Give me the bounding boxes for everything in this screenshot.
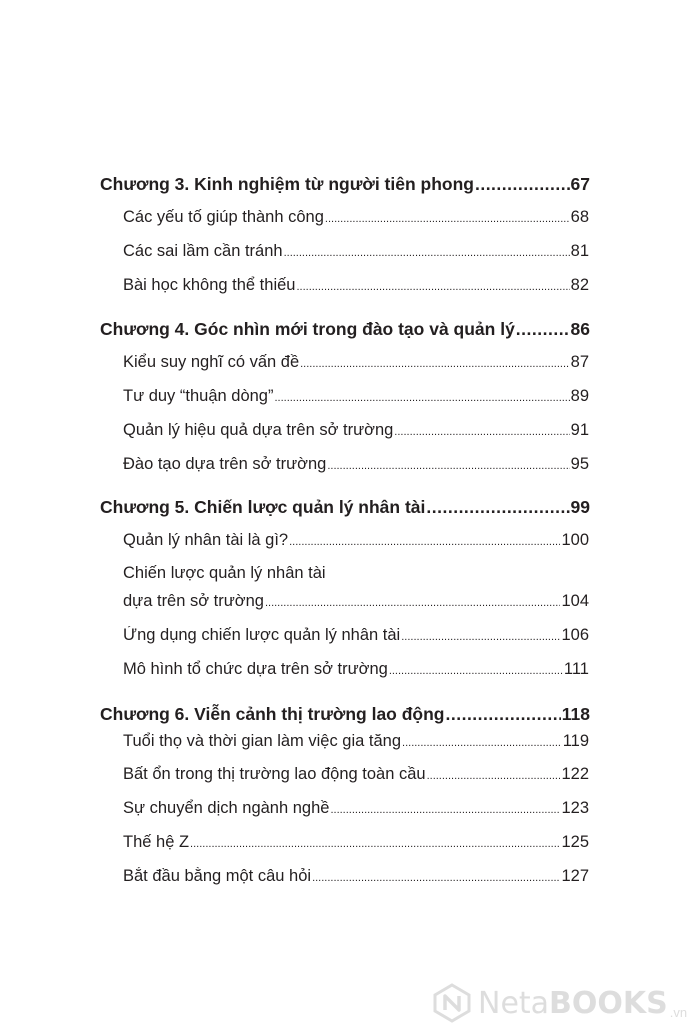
- toc-entry-label: Tuổi thọ và thời gian làm việc gia tăng: [123, 732, 402, 750]
- toc-page-number: 68: [570, 208, 589, 226]
- toc-entry[interactable]: [123, 660, 589, 679]
- toc-chapter-label: Chương 3. Kinh nghiệm từ người tiên phong: [100, 174, 474, 194]
- toc-entry-label: dựa trên sở trường: [123, 592, 264, 610]
- toc-entry[interactable]: [123, 208, 589, 227]
- toc-entry[interactable]: [123, 626, 589, 645]
- dot-leader: [446, 704, 561, 725]
- toc-entry[interactable]: [123, 867, 589, 886]
- toc-entry[interactable]: [123, 387, 589, 406]
- dot-leader: [265, 597, 561, 609]
- dot-leader: [274, 392, 569, 404]
- netabooks-watermark: [432, 978, 694, 1028]
- dot-leader: [427, 770, 561, 782]
- netabooks-logo-icon: [432, 983, 472, 1023]
- toc-entry-label: Quản lý hiệu quả dựa trên sở trường: [123, 421, 394, 439]
- watermark-suffix: .vn: [669, 1005, 688, 1020]
- toc-page-number: 99: [570, 497, 590, 517]
- toc-entry[interactable]: [123, 455, 589, 474]
- dot-leader: [325, 213, 570, 225]
- toc-chapter-4[interactable]: [100, 319, 590, 340]
- toc-chapter-label: Chương 5. Chiến lược quản lý nhân tài: [100, 497, 426, 517]
- toc-chapter-label: Chương 4. Góc nhìn mới trong đào tạo và quản lý: [100, 319, 515, 339]
- toc-page-number: 86: [570, 319, 590, 339]
- toc-entry-label: Mô hình tổ chức dựa trên sở trường: [123, 660, 388, 678]
- dot-leader: [289, 536, 560, 548]
- toc-page-number: 91: [570, 421, 589, 439]
- watermark-brand-a: Neta: [478, 985, 550, 1021]
- toc-entry-label: Bất ổn trong thị trường lao động toàn cầu: [123, 765, 426, 783]
- toc-page-number: 89: [570, 387, 589, 405]
- toc-chapter-6[interactable]: [100, 704, 590, 725]
- toc-entry[interactable]: [123, 276, 589, 295]
- toc-entry[interactable]: [123, 799, 589, 818]
- watermark-brand-b: BOOKS: [549, 985, 668, 1021]
- toc-entry-label: Bắt đầu bằng một câu hỏi: [123, 867, 312, 885]
- toc-page-number: 118: [561, 704, 590, 724]
- toc-chapter-5[interactable]: [100, 497, 590, 518]
- toc-entry[interactable]: [123, 421, 589, 440]
- toc-page-number: 82: [570, 276, 589, 294]
- toc-entry-label: Tư duy “thuận dòng”: [123, 387, 274, 405]
- toc-page-number: 81: [570, 242, 589, 260]
- toc-chapter-3[interactable]: [100, 174, 590, 195]
- dot-leader: [394, 426, 569, 438]
- toc-entry-label: Quản lý nhân tài là gì?: [123, 531, 289, 549]
- toc-page-number: 100: [561, 531, 589, 549]
- toc-page-number: 104: [561, 592, 589, 610]
- toc-entry[interactable]: [123, 242, 589, 261]
- toc-page-number: 125: [561, 833, 589, 851]
- toc-entry-label: Các yếu tố giúp thành công: [123, 208, 324, 226]
- toc-entry-label: Thế hệ Z: [123, 833, 190, 851]
- toc-entry-label: Ứng dụng chiến lược quản lý nhân tài: [123, 626, 401, 644]
- toc-page-number: 111: [563, 660, 589, 678]
- toc-page-number: 119: [562, 732, 589, 750]
- dot-leader: [402, 737, 562, 749]
- toc-entry-label: Sự chuyển dịch ngành nghề: [123, 799, 330, 817]
- dot-leader: [312, 872, 560, 884]
- toc-entry-label: Đào tạo dựa trên sở trường: [123, 455, 327, 473]
- dot-leader: [296, 281, 569, 293]
- toc-entry[interactable]: [123, 531, 589, 550]
- toc-entry[interactable]: [123, 353, 589, 372]
- dot-leader: [190, 838, 560, 850]
- dot-leader: [516, 319, 570, 340]
- toc-entry-label: Bài học không thể thiếu: [123, 276, 296, 294]
- toc-entry-label: Kiểu suy nghĩ có vấn đề: [123, 353, 300, 371]
- dot-leader: [300, 358, 570, 370]
- dot-leader: [327, 460, 569, 472]
- dot-leader: [284, 247, 570, 259]
- toc-page-number: 122: [561, 765, 589, 783]
- watermark-brand: [478, 986, 668, 1021]
- toc-entry-label-line1[interactable]: Chiến lược quản lý nhân tài: [123, 564, 326, 582]
- toc-entry[interactable]: [123, 592, 589, 611]
- toc-entry[interactable]: [123, 833, 589, 852]
- toc-page-number: 106: [561, 626, 589, 644]
- toc-page-number: 87: [570, 353, 589, 371]
- dot-leader: [389, 665, 563, 677]
- toc-page-number: 95: [570, 455, 589, 473]
- toc-page-number: 127: [561, 867, 589, 885]
- toc-chapter-label: Chương 6. Viễn cảnh thị trường lao động: [100, 704, 445, 724]
- toc-entry-label: Các sai lầm cần tránh: [123, 242, 283, 260]
- toc-entry[interactable]: [123, 732, 589, 751]
- toc-page-number: 123: [561, 799, 589, 817]
- dot-leader: [426, 497, 569, 518]
- dot-leader: [475, 174, 570, 195]
- toc-entry[interactable]: [123, 765, 589, 784]
- dot-leader: [330, 804, 560, 816]
- dot-leader: [401, 631, 560, 643]
- toc-page-number: 67: [570, 174, 590, 194]
